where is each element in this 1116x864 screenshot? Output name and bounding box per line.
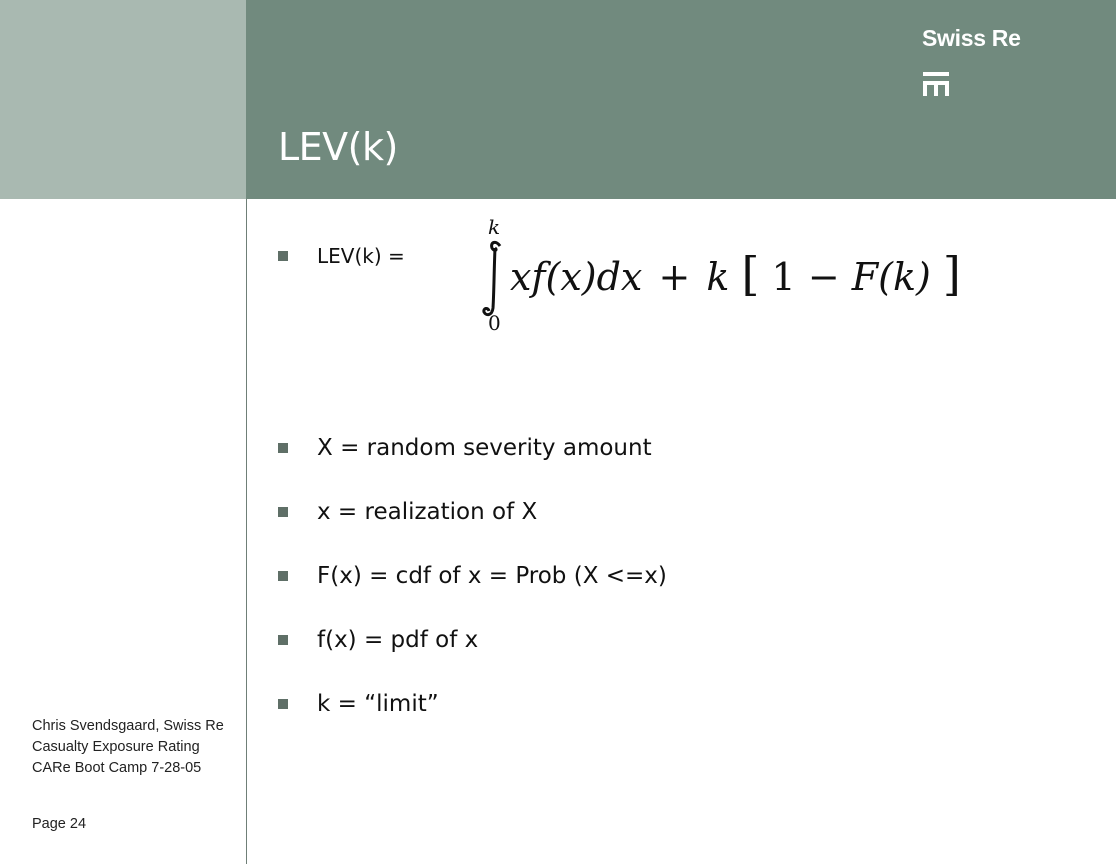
bullet-text: X = random severity amount [317,435,652,461]
bullet-square-icon [278,251,288,261]
bullet-square-icon [278,699,288,709]
formula-one: 1 [771,255,796,299]
bullet-lev-definition [278,242,405,270]
bullet-text: k = “limit” [317,691,439,717]
bullet-severity [278,434,652,462]
formula-plus: + [658,255,691,299]
left-divider [246,199,247,864]
bullet-text: F(x) = cdf of x = Prob (X <=x) [317,563,667,589]
svg-text:xf(x)dx + k [ [510,247,961,301]
bullet-square-icon [278,635,288,645]
formula-bracket-open: [ [741,247,760,301]
formula-minus: − [807,255,840,299]
formula-k: k [706,255,730,299]
bullet-text: LEV(k) = [317,244,405,268]
bullet-text: f(x) = pdf of x [317,627,479,653]
formula-cdf: F(k) [851,255,931,299]
bullet-square-icon [278,571,288,581]
swiss-re-logo-icon [923,72,949,96]
slide-title: LEV(k) [278,125,398,169]
bullet-pdf [278,626,478,654]
lev-formula [478,212,961,338]
bullet-square-icon [278,507,288,517]
formula-upper-limit: k [488,215,501,239]
bullet-realization [278,498,537,526]
bullet-cdf [278,562,667,590]
integral-sign [484,242,500,314]
page-number: Page 24 [32,816,87,832]
formula-integrand: xf(x)dx [510,255,643,299]
bullet-text: x = realization of X [317,499,538,525]
bullet-square-icon [278,443,288,453]
formula-lower-limit: 0 [488,311,501,335]
header-left-band [0,0,246,199]
brand-name: Swiss Re [922,25,1021,51]
footer-topic: Casualty Exposure Rating [32,739,200,755]
formula-bracket-close: ] [942,247,961,301]
footer-author: Chris Svendsgaard, Swiss Re [32,718,224,734]
bullet-limit [278,690,439,718]
footer-event: CARe Boot Camp 7-28-05 [32,760,202,776]
